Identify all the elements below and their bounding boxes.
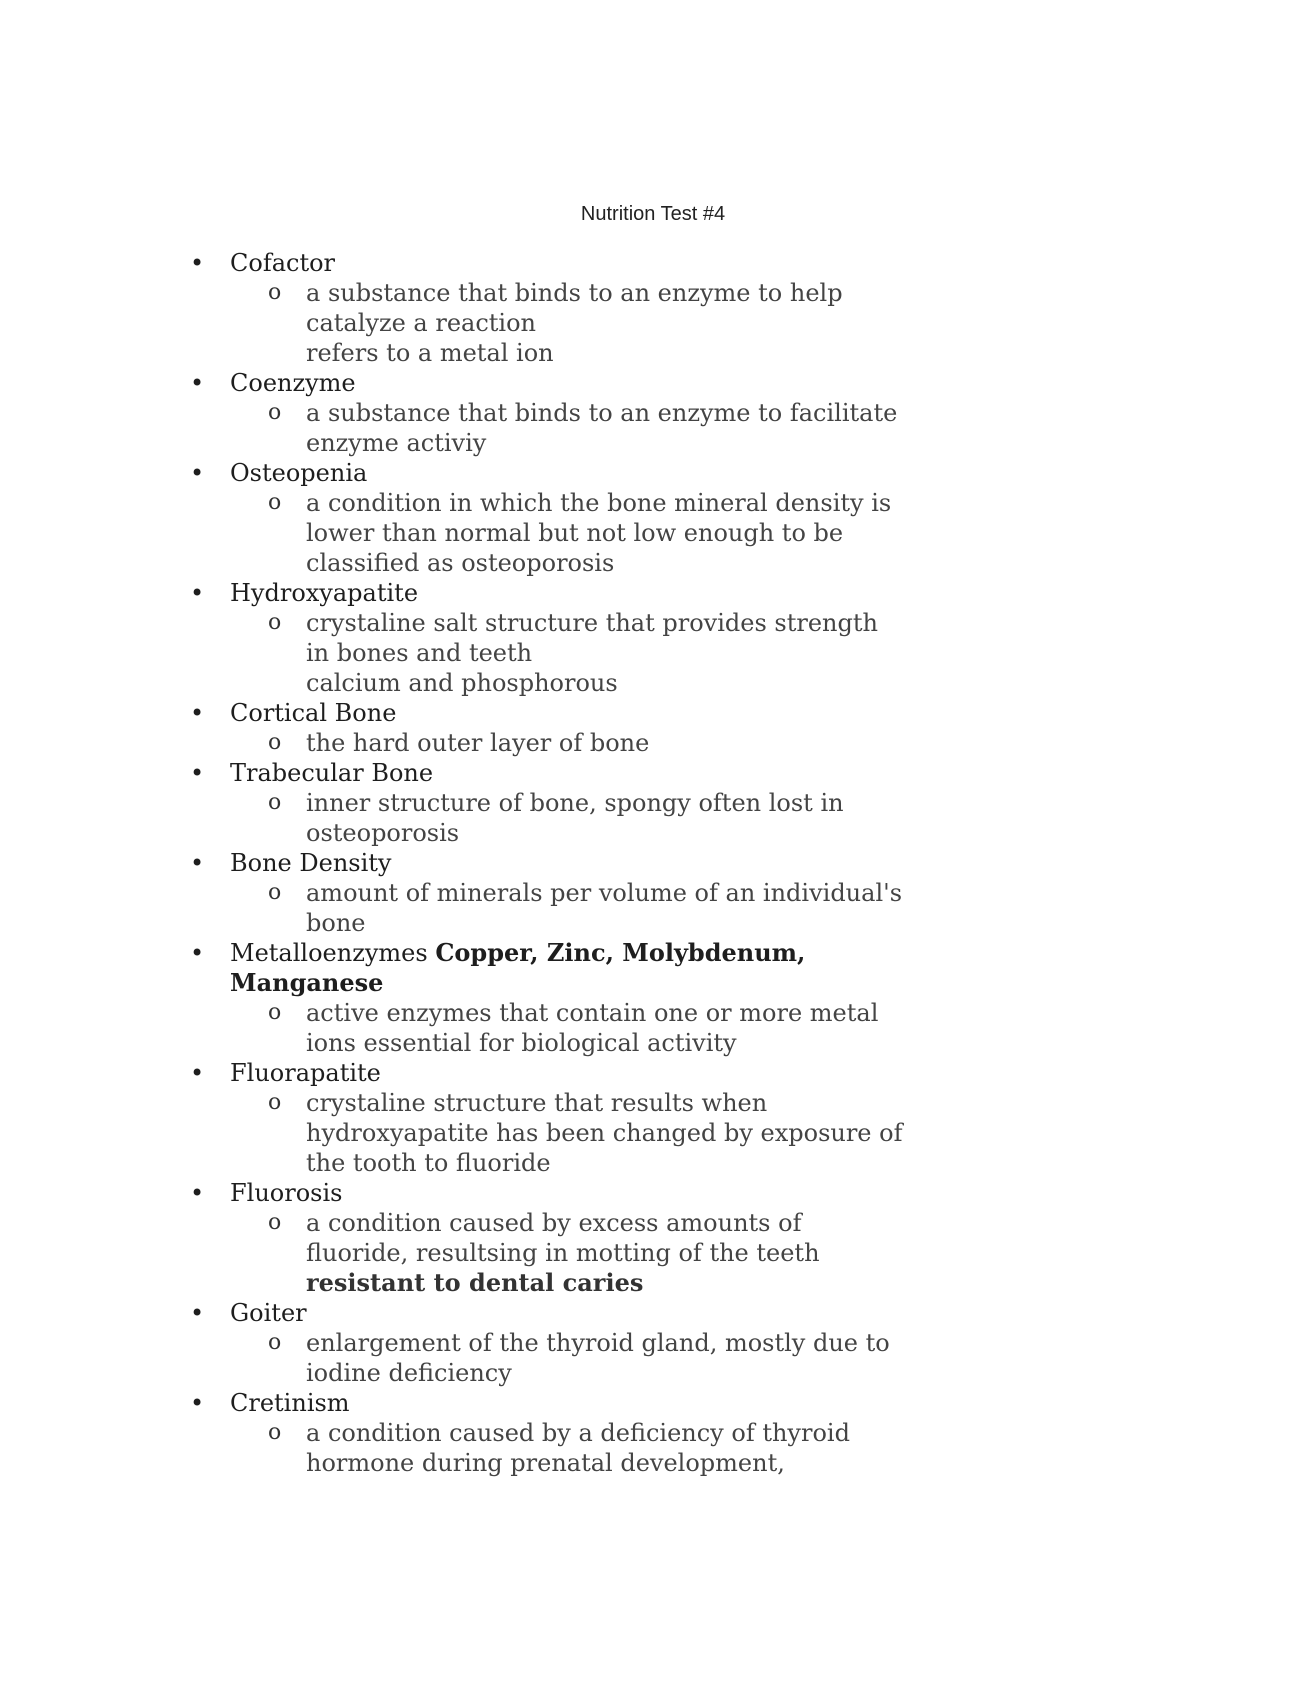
term-label: Osteopenia	[230, 459, 368, 487]
definition-text: a substance that binds to an enzyme to help catalyze a reaction	[306, 279, 843, 337]
list-item-definition	[0, 608, 906, 698]
term-label: Cretinism	[230, 1389, 350, 1417]
list-item-term	[0, 848, 870, 878]
definition-note: calcium and phosphorous	[306, 669, 618, 697]
sub-bullet-icon: o	[268, 610, 282, 635]
definition-text: a condition caused by a deficiency of thyroid hormone during prenatal development,	[306, 1419, 850, 1477]
list-item-term	[0, 1058, 870, 1088]
sub-bullet-icon: o	[268, 790, 282, 815]
list-item-definition	[0, 788, 906, 848]
list-item-term	[0, 1298, 870, 1328]
term-emphasis: Copper, Zinc, Molybdenum, Manganese	[230, 938, 806, 997]
list-item-definition	[0, 278, 906, 368]
bullet-icon: •	[190, 849, 205, 877]
sub-bullet-icon: o	[268, 490, 282, 515]
sub-bullet-icon: o	[268, 1420, 282, 1445]
bullet-icon: •	[190, 1179, 205, 1207]
list-item-definition	[0, 1088, 906, 1178]
list-item-term	[0, 758, 870, 788]
sub-bullet-icon: o	[268, 1330, 282, 1355]
bullet-icon: •	[190, 1389, 205, 1417]
list-item-definition	[0, 1208, 906, 1298]
term-label: Coenzyme	[230, 369, 356, 397]
definition-text: the hard outer layer of bone	[306, 729, 650, 757]
definition-text: a condition caused by excess amounts of fluoride, resultsing in motting of the teeth	[306, 1209, 820, 1267]
list-item-definition	[0, 1328, 906, 1388]
list-item-definition	[0, 998, 906, 1058]
list-item-term	[0, 578, 870, 608]
sub-bullet-icon: o	[268, 1090, 282, 1115]
definition-note: refers to a metal ion	[306, 339, 554, 367]
term-label: Trabecular Bone	[230, 759, 434, 787]
sub-bullet-icon: o	[268, 880, 282, 905]
list-item-definition	[0, 1418, 906, 1478]
list-item-definition	[0, 728, 906, 758]
bullet-icon: •	[190, 699, 205, 727]
bullet-icon: •	[190, 579, 205, 607]
definition-text: a condition in which the bone mineral density is lower than normal but not low enough to be classified as osteoporosis	[306, 489, 892, 577]
term-label: Cortical Bone	[230, 699, 397, 727]
sub-bullet-icon: o	[268, 730, 282, 755]
bullet-icon: •	[190, 369, 205, 397]
list-item-term	[0, 938, 870, 998]
bullet-icon: •	[190, 759, 205, 787]
definition-text: crystaline salt structure that provides strength in bones and teeth	[306, 609, 878, 667]
list-item-definition	[0, 398, 906, 458]
list-item-term	[0, 1178, 870, 1208]
term-label: Goiter	[230, 1299, 307, 1327]
term-label: Cofactor	[230, 249, 336, 277]
list-item-term	[0, 458, 870, 488]
definition-text: amount of minerals per volume of an individual's bone	[306, 879, 903, 937]
term-label: Fluorapatite	[230, 1059, 381, 1087]
sub-bullet-icon: o	[268, 280, 282, 305]
sub-bullet-icon: o	[268, 1210, 282, 1235]
bullet-icon: •	[190, 249, 205, 277]
definition-text: crystaline structure that results when hydroxyapatite has been changed by exposure of the tooth to fluoride	[306, 1089, 903, 1177]
sub-bullet-icon: o	[268, 400, 282, 425]
list-item-term	[0, 698, 870, 728]
bullet-icon: •	[190, 939, 205, 967]
list-item-definition	[0, 878, 906, 938]
term-label: Fluorosis	[230, 1179, 343, 1207]
definition-text: inner structure of bone, spongy often lost in osteoporosis	[306, 789, 844, 847]
sub-bullet-icon: o	[268, 1000, 282, 1025]
list-item-term	[0, 248, 870, 278]
list-item-definition	[0, 488, 906, 578]
bullet-icon: •	[190, 1299, 205, 1327]
definition-text: enlargement of the thyroid gland, mostly due to iodine deficiency	[306, 1329, 890, 1387]
term-list	[0, 248, 1306, 1478]
list-item-term	[0, 1388, 870, 1418]
definition-note: resistant to dental caries	[306, 1268, 644, 1297]
term-label: Bone Density	[230, 849, 392, 877]
definition-text: active enzymes that contain one or more metal ions essential for biological activity	[306, 999, 879, 1057]
term-label: Metalloenzymes	[230, 939, 428, 967]
bullet-icon: •	[190, 459, 205, 487]
list-item-term	[0, 368, 870, 398]
term-label: Hydroxyapatite	[230, 579, 419, 607]
definition-text: a substance that binds to an enzyme to facilitate enzyme activiy	[306, 399, 898, 457]
bullet-icon: •	[190, 1059, 205, 1087]
page-title: Nutrition Test #4	[580, 203, 726, 225]
